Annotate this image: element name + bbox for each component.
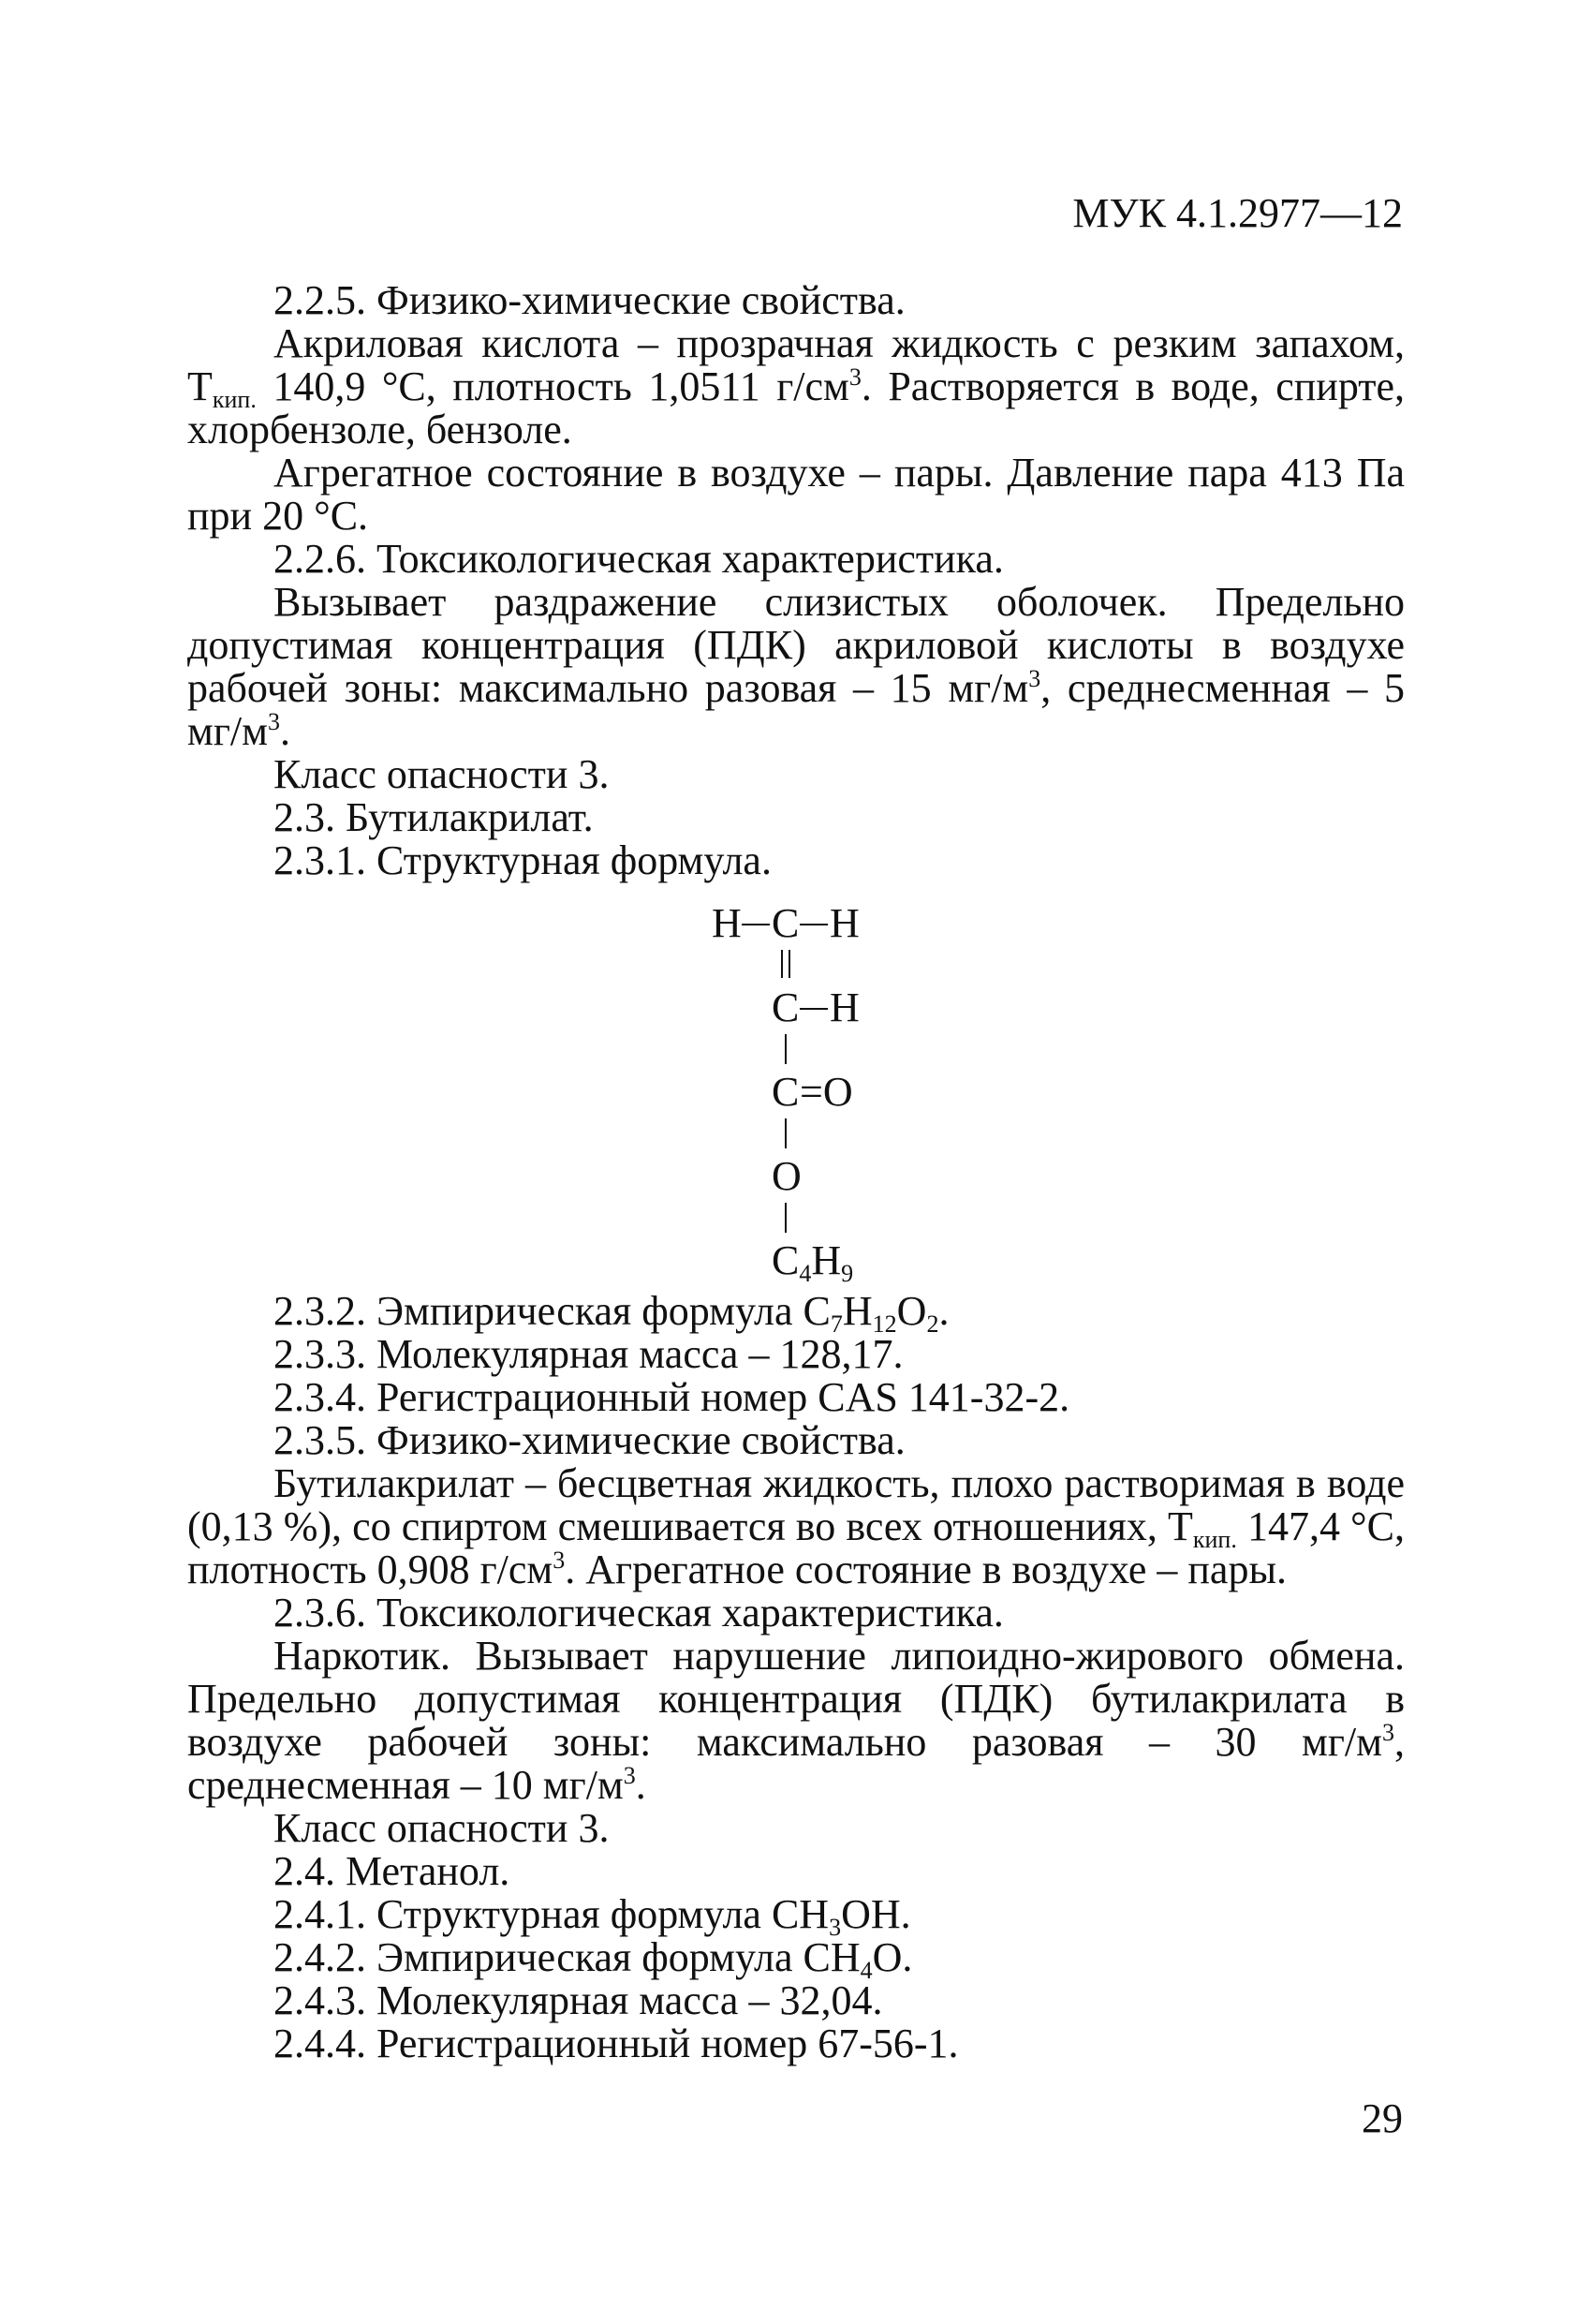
formula-c1: C: [772, 900, 800, 946]
butyl-acrylate-empirical-formula: 2.3.2. Эмпирическая формула $C_7H_{12}O_2$.: [273, 1288, 950, 1338]
section-2-2-6-heading: 2.2.6. Токсикологическая характеристика.: [273, 536, 1004, 582]
bond-c3-o: [785, 1118, 787, 1148]
butyl-acrylate-properties: Бутилакрилат – бесцветная жидкость, плохо растворимая в воде (0,13 %), со спиртом смешивается во всех отношениях, $Т_{кип.}$ 147,4 °С, плотность 0,908 $г/см^3$. Агрегатное состояние в воздухе – пары.: [187, 1460, 1405, 1592]
methanol-structural-formula: 2.4.1. Структурная формула $CH_3OH$.: [273, 1891, 911, 1941]
formula-o-ether: O: [772, 1153, 802, 1199]
methanol-empirical-formula: 2.4.2. Эмпирическая формула $CH_4O$.: [273, 1934, 913, 1984]
bond-c1-h-right: [800, 924, 828, 925]
formula-c2: C: [772, 984, 800, 1030]
hazard-class-acrylic: Класс опасности 3.: [273, 751, 610, 797]
double-bond-line-2: [789, 950, 790, 978]
section-2-3-6-heading: 2.3.6. Токсикологическая характеристика.: [273, 1590, 1004, 1636]
methanol-molar-mass: 2.4.3. Молекулярная масса – 32,04.: [273, 1977, 883, 2023]
formula-h2: H: [830, 984, 860, 1030]
double-bond-line-1: [781, 950, 783, 978]
section-2-3-heading: 2.3. Бутилакрилат.: [273, 794, 594, 840]
butyl-acrylate-molar-mass: 2.3.3. Молекулярная масса – 128,17.: [273, 1331, 904, 1377]
acrylic-acid-state: Агрегатное состояние в воздухе – пары. Давление пара 413 Па при 20 °С.: [187, 450, 1405, 539]
bond-h-c1-left: [742, 924, 770, 925]
acrylic-acid-properties: Акриловая кислота – прозрачная жидкость с резким запахом, $Т_{кип.}$ 140,9 °С, плотность 1,0511 $г/см^3$. Растворяется в воде, спирте, хлорбензоле, бензоле.: [187, 320, 1405, 452]
section-2-2-5-heading: 2.2.5. Физико-химические свойства.: [273, 277, 906, 323]
hazard-class-butyl: Класс опасности 3.: [273, 1805, 610, 1851]
document-body: [187, 279, 1405, 2065]
section-2-3-1-heading: 2.3.1. Структурная формула.: [273, 837, 772, 883]
section-2-4-heading: 2.4. Метанол.: [273, 1848, 510, 1894]
methanol-cas: 2.4.4. Регистрационный номер 67-56-1.: [273, 2021, 959, 2066]
bond-o-butyl: [785, 1203, 787, 1233]
formula-h-left: H: [712, 900, 742, 946]
butyl-acrylate-toxicology: Наркотик. Вызывает нарушение липоидно-жирового обмена. Предельно допустимая концентрация (ПДК) бутилакрилата в воздухе рабочей зоны: максимально разовая – 30 $мг/м^3$, среднесменная – 10 $мг/м^3$.: [187, 1633, 1405, 1808]
document-code: МУК 4.1.2977—12: [1072, 190, 1403, 236]
page-number: 29: [1362, 2095, 1403, 2141]
section-2-3-5-heading: 2.3.5. Физико-химические свойства.: [273, 1417, 906, 1463]
formula-butyl-group: $C_4H_9$: [772, 1237, 854, 1287]
butyl-acrylate-cas: 2.3.4. Регистрационный номер CAS 141-32-2.: [273, 1374, 1070, 1420]
formula-double-o: =O: [800, 1069, 853, 1115]
acrylic-acid-toxicology: Вызывает раздражение слизистых оболочек. Предельно допустимая концентрация (ПДК) акриловой кислоты в воздухе рабочей зоны: максимально разовая – 15 $мг/м^3$, среднесменная – 5 $мг/м^3$.: [187, 579, 1405, 754]
formula-h-right: H: [830, 900, 860, 946]
formula-c3: C: [772, 1069, 800, 1115]
bond-c2-h: [800, 1008, 828, 1010]
bond-c2-c3: [785, 1034, 787, 1064]
butyl-acrylate-structural-formula: [187, 882, 1405, 1290]
